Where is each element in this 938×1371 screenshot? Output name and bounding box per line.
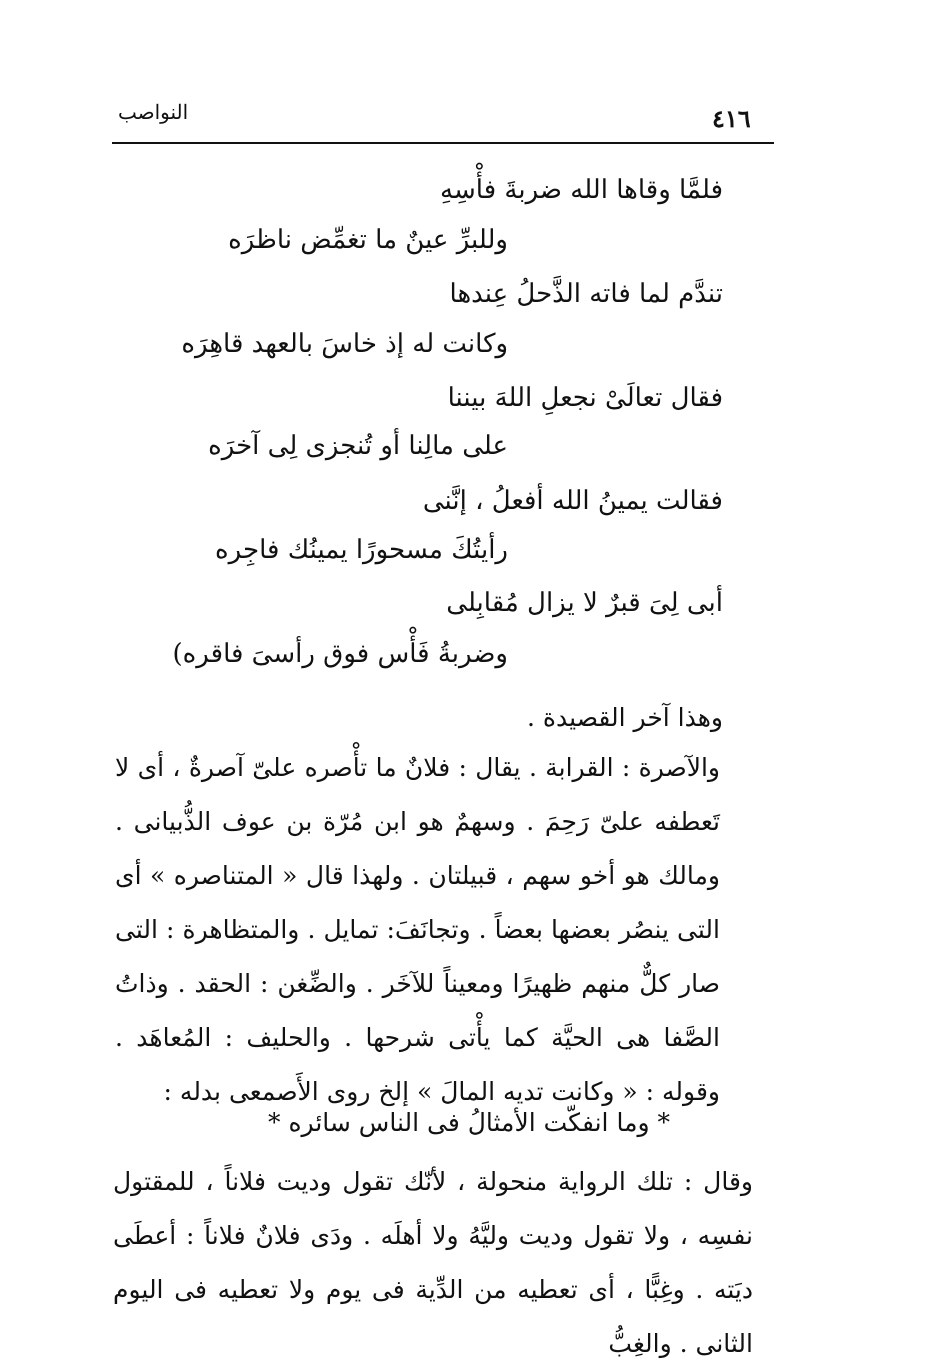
verse-1-second-hemistich: وللبرِّ عينٌ ما تغمِّض ناظرَه xyxy=(228,225,508,255)
verse-4-second-hemistich: رأيتُكَ مسحورًا يمينُك فاجِره xyxy=(215,535,508,565)
header-rule xyxy=(112,142,774,144)
running-title: النواصب xyxy=(118,100,189,124)
verse-3-first-hemistich: فقال تعالَىْ نجعلِ اللهَ بيننا xyxy=(447,383,723,413)
verse-2-second-hemistich: وكانت له إذ خاسَ بالعهد قاهِرَه xyxy=(181,329,508,359)
commentary-paragraph-2: وقال : تلك الرواية منحولة ، لأنّك تقول وديت فلاناً ، للمقتول نفسِه ، ولا تقول وديت وليَّهُ ولا أهلَه . ودَى فلانٌ فلاناً : أعطَى ديَته . وغِبًّا ، أى تعطيه من الدِّية فى يوم ولا تعطيه فى اليوم الثانى . والغِبُّ xyxy=(113,1167,753,1358)
verse-5-first-hemistich: أبى لِىَ قبرٌ لا يزال مُقابِلى xyxy=(446,588,723,618)
verse-4-first-hemistich: فقالت يمينُ الله أفعلُ ، إنَّنى xyxy=(422,486,723,516)
quoted-verse: * وما انفكّت الأمثالُ فى الناس سائره * xyxy=(268,1108,670,1137)
poem-end-note: وهذا آخر القصيدة . xyxy=(527,703,723,732)
page-number: ٤١٦ xyxy=(712,104,751,133)
commentary-paragraph-1: والآصرة : القرابة . يقال : فلانٌ ما تأْصره علىّ آصرةٌ ، أى لا تَعطفه علىّ رَحِمَ . وسهمٌ هو ابن مُرّة بن عوف الذُّبيانى . ومالك هو أخو سهم ، قبيلتان . ولهذا قال « المتناصره » أى التى ينصُر بعضها بعضاً . وتجانَفَ: تمايل . والمتظاهرة : التى صار كلٌّ منهم ظهيرًا ومعيناً للآخَر . والضِّغن : الحقد . وذاتُ الصَّفا هى الحيَّة كما يأْتى شرحها . والحليف : المُعاهَد . وقوله : « وكانت تديه المالَ » إلخ روى الأَصمعى بدله : xyxy=(115,753,720,1106)
verse-1-first-hemistich: فلمَّا وقاها الله ضربةَ فأْسِهِ xyxy=(440,175,723,205)
verse-5-second-hemistich: وضربةُ فَأْس فوق رأسىَ فاقره) xyxy=(172,639,508,669)
verse-2-first-hemistich: تندَّم لما فاته الذَّحلُ عِندها xyxy=(449,279,723,309)
verse-3-second-hemistich: على مالِنا أو تُنجزى لِى آخرَه xyxy=(208,431,508,461)
